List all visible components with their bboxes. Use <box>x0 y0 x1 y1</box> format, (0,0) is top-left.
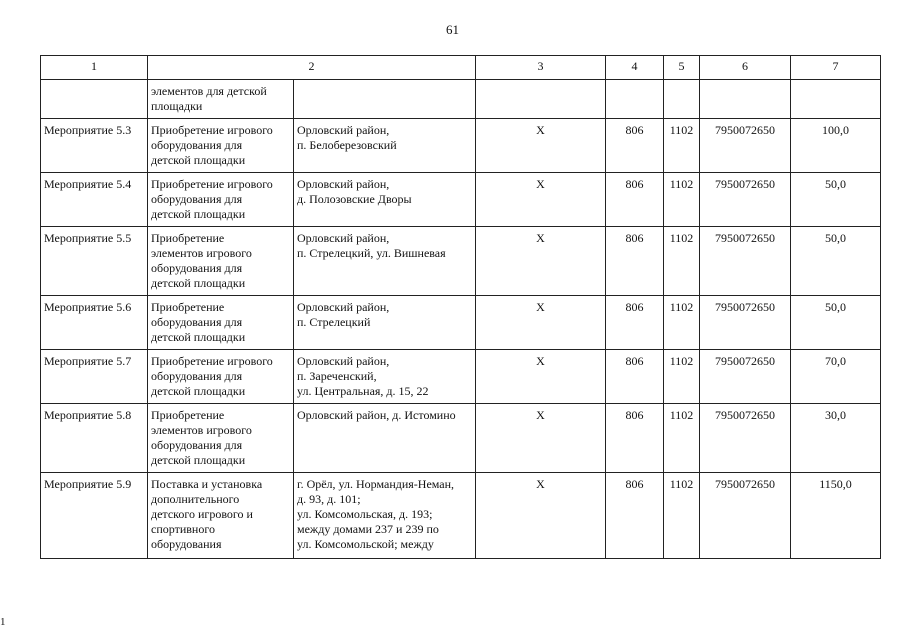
header-col-2: 2 <box>148 56 476 80</box>
col5-cell: 1102 <box>664 404 700 473</box>
col5-cell: 1102 <box>664 296 700 350</box>
location-cell: г. Орёл, ул. Нормандия-Неман, д. 93, д. 101; ул. Комсомольская, д. 193; между домами 237 и 239 по ул. Комсомольской; между <box>294 473 476 559</box>
location-cell: Орловский район, п. Белоберезовский <box>294 119 476 173</box>
col4-cell: 806 <box>606 119 664 173</box>
col4-cell: 806 <box>606 227 664 296</box>
col7-cell: 50,0 <box>791 173 881 227</box>
col3-cell: Х <box>476 119 606 173</box>
location-cell: Орловский район, д. Полозовские Дворы <box>294 173 476 227</box>
col3-cell: Х <box>476 173 606 227</box>
name-cell: Приобретение элементов игрового оборудования для детской площадки <box>148 227 294 296</box>
page-number: 61 <box>446 22 459 37</box>
header-row <box>41 56 881 80</box>
col5-cell <box>664 80 700 119</box>
col5-cell: 1102 <box>664 350 700 404</box>
col7-cell: 30,0 <box>791 404 881 473</box>
continuation-row <box>41 80 881 119</box>
col3-cell <box>476 80 606 119</box>
col3-cell: Х <box>476 350 606 404</box>
col4-cell: 806 <box>606 404 664 473</box>
table-row <box>41 473 881 559</box>
col4-cell: 806 <box>606 173 664 227</box>
edge-mark: 1 <box>0 616 6 628</box>
name-cell: Приобретение игрового оборудования для детской площадки <box>148 350 294 404</box>
name-cell: элементов для детской площадки <box>148 80 294 119</box>
col5-cell: 1102 <box>664 173 700 227</box>
col7-cell: 1150,0 <box>791 473 881 559</box>
header-col-1: 1 <box>41 56 148 80</box>
event-cell <box>41 80 148 119</box>
location-cell: Орловский район, п. Зареченский, ул. Центральная, д. 15, 22 <box>294 350 476 404</box>
event-cell: Мероприятие 5.4 <box>41 173 148 227</box>
table-row <box>41 119 881 173</box>
location-cell: Орловский район, п. Стрелецкий, ул. Вишневая <box>294 227 476 296</box>
col6-cell: 7950072650 <box>700 473 791 559</box>
col6-cell: 7950072650 <box>700 227 791 296</box>
name-cell: Приобретение элементов игрового оборудования для детской площадки <box>148 404 294 473</box>
col4-cell <box>606 80 664 119</box>
header-col-6: 6 <box>700 56 791 80</box>
col5-cell: 1102 <box>664 119 700 173</box>
header-col-3: 3 <box>476 56 606 80</box>
event-cell: Мероприятие 5.5 <box>41 227 148 296</box>
name-cell: Поставка и установка дополнительного детского игрового и спортивного оборудования <box>148 473 294 559</box>
col6-cell <box>700 80 791 119</box>
name-cell: Приобретение игрового оборудования для детской площадки <box>148 173 294 227</box>
col3-cell: Х <box>476 404 606 473</box>
col3-cell: Х <box>476 473 606 559</box>
col6-cell: 7950072650 <box>700 119 791 173</box>
name-cell: Приобретение оборудования для детской площадки <box>148 296 294 350</box>
event-cell: Мероприятие 5.9 <box>41 473 148 559</box>
event-cell: Мероприятие 5.7 <box>41 350 148 404</box>
table-row <box>41 350 881 404</box>
col7-cell: 70,0 <box>791 350 881 404</box>
col3-cell: Х <box>476 296 606 350</box>
event-cell: Мероприятие 5.8 <box>41 404 148 473</box>
event-cell: Мероприятие 5.3 <box>41 119 148 173</box>
location-cell: Орловский район, д. Истомино <box>294 404 476 473</box>
table-row <box>41 227 881 296</box>
col7-cell <box>791 80 881 119</box>
header-col-7: 7 <box>791 56 881 80</box>
col6-cell: 7950072650 <box>700 173 791 227</box>
table-row <box>41 173 881 227</box>
col7-cell: 50,0 <box>791 227 881 296</box>
event-cell: Мероприятие 5.6 <box>41 296 148 350</box>
col4-cell: 806 <box>606 473 664 559</box>
table-row <box>41 404 881 473</box>
col5-cell: 1102 <box>664 473 700 559</box>
location-cell: Орловский район, п. Стрелецкий <box>294 296 476 350</box>
header-col-4: 4 <box>606 56 664 80</box>
col6-cell: 7950072650 <box>700 404 791 473</box>
col3-cell: Х <box>476 227 606 296</box>
location-cell <box>294 80 476 119</box>
table-row <box>41 296 881 350</box>
col4-cell: 806 <box>606 350 664 404</box>
col6-cell: 7950072650 <box>700 350 791 404</box>
col4-cell: 806 <box>606 296 664 350</box>
col5-cell: 1102 <box>664 227 700 296</box>
name-cell: Приобретение игрового оборудования для детской площадки <box>148 119 294 173</box>
budget-table <box>40 55 881 559</box>
header-col-5: 5 <box>664 56 700 80</box>
col7-cell: 100,0 <box>791 119 881 173</box>
col6-cell: 7950072650 <box>700 296 791 350</box>
col7-cell: 50,0 <box>791 296 881 350</box>
